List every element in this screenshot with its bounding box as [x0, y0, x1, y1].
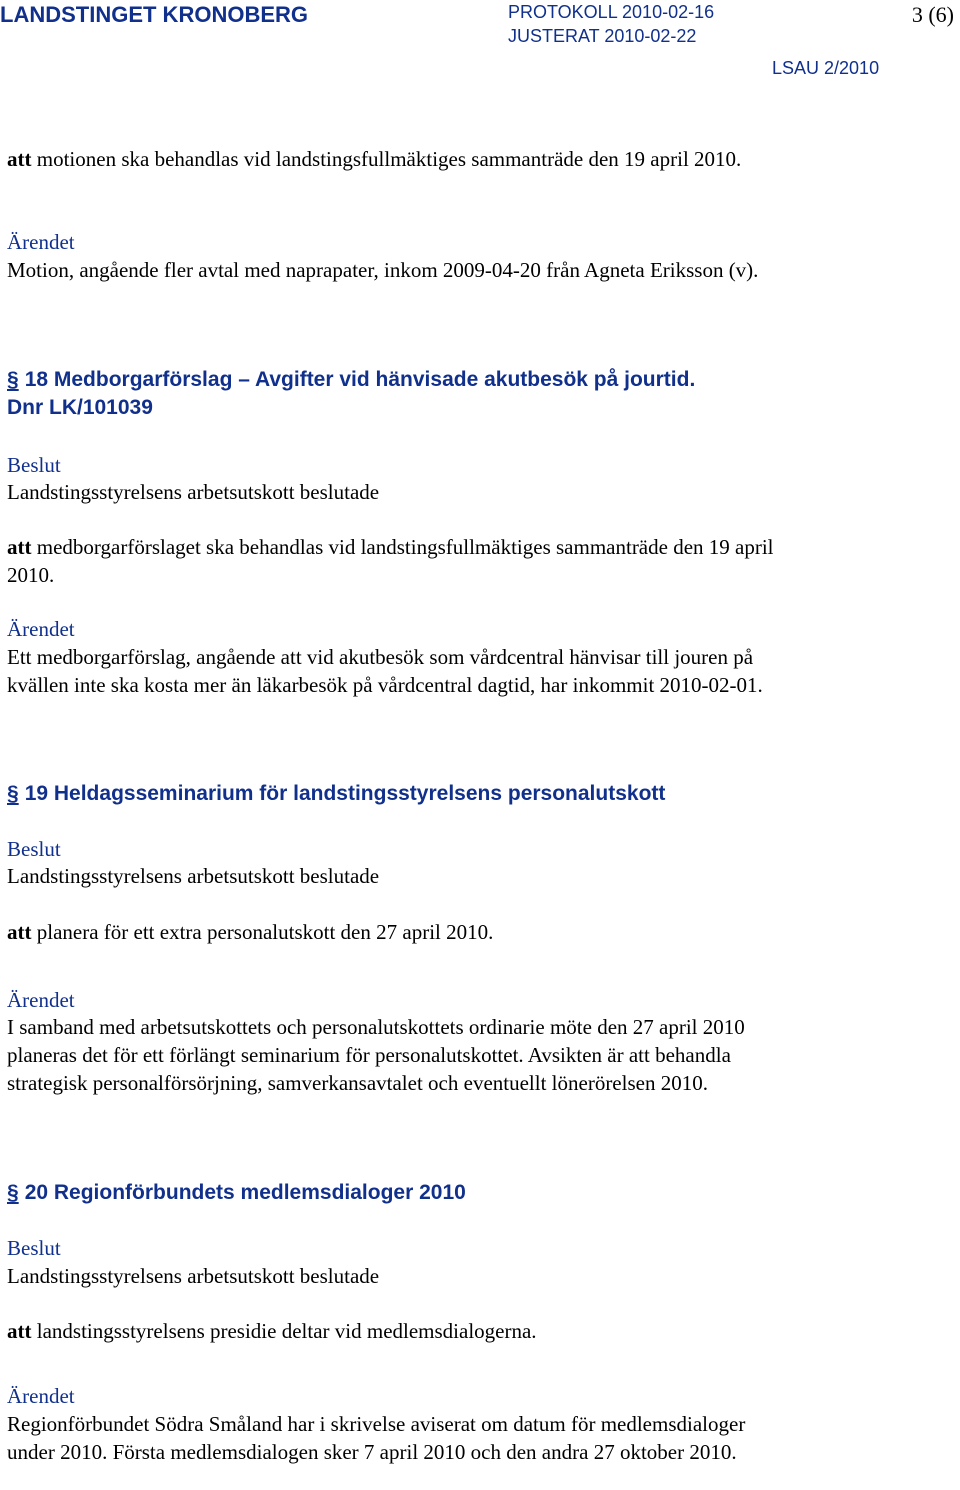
beslut-label: Beslut — [7, 837, 61, 861]
section-19-body: Landstingsstyrelsens arbetsutskott beslutade — [7, 864, 380, 888]
justerat-date: JUSTERAT 2010-02-22 — [508, 26, 697, 46]
att-keyword: att — [7, 535, 32, 559]
att-keyword: att — [7, 1319, 32, 1343]
section-19-heading — [7, 780, 952, 808]
section-19-arendet-text: I samband med arbetsutskottets och personalutskottets ordinarie möte den 27 april 2010 planeras det för ett förlängt seminarium för personalutskottet. Avsikten är att behandla strategisk personalförsörjning, samverkansavtalet och eventuellt lönerörelsen 2010. — [7, 1015, 745, 1095]
intro-arendet-text: Motion, angående fler avtal med naprapater, inkom 2009-04-20 från Agneta Eriksson (v). — [7, 258, 759, 282]
section-mark: § — [7, 782, 19, 805]
arendet-label: Ärendet — [7, 230, 75, 254]
section-20-title: 20 Regionförbundets medlemsdialoger 2010 — [24, 1181, 466, 1204]
section-19-decision-text: planera för ett extra personalutskott den 27 april 2010. — [36, 920, 494, 944]
beslut-label: Beslut — [7, 453, 61, 477]
page-number: 3 (6) — [911, 2, 954, 27]
section-18-title: 18 Medborgarförslag – Avgifter vid hänvisade akutbesök på jourtid. Dnr LK/101039 — [7, 368, 696, 419]
section-20-decision — [7, 1317, 952, 1345]
organization-name: LANDSTINGET KRONOBERG — [0, 2, 308, 27]
intro-decision-text: motionen ska behandlas vid landstingsfullmäktiges sammanträde den 19 april 2010. — [36, 147, 742, 171]
att-keyword: att — [7, 920, 32, 944]
section-mark: § — [7, 1181, 19, 1204]
section-20-heading — [7, 1179, 952, 1207]
section-20-body: Landstingsstyrelsens arbetsutskott beslutade — [7, 1264, 380, 1288]
arendet-label: Ärendet — [7, 1384, 75, 1408]
beslut-label: Beslut — [7, 1236, 61, 1260]
arendet-label: Ärendet — [7, 988, 75, 1012]
section-18-body: Landstingsstyrelsens arbetsutskott beslutade — [7, 480, 380, 504]
intro-decision — [7, 145, 952, 173]
section-19-title: 19 Heldagsseminarium för landstingsstyrelsens personalutskott — [24, 782, 666, 805]
document-reference: LSAU 2/2010 — [772, 58, 880, 78]
section-20-decision-text: landstingsstyrelsens presidie deltar vid medlemsdialogerna. — [36, 1319, 537, 1343]
section-mark: § — [7, 368, 19, 391]
section-18-heading — [7, 366, 727, 422]
arendet-label: Ärendet — [7, 617, 75, 641]
section-18-decision — [7, 533, 807, 589]
protocol-date: PROTOKOLL 2010-02-16 — [508, 2, 715, 22]
section-19-decision — [7, 918, 952, 946]
section-20-arendet-text: Regionförbundet Södra Småland har i skrivelse aviserat om datum för medlemsdialoger under 2010. Första medlemsdialogen sker 7 april 2010 och den andra 27 oktober 2010. — [7, 1412, 746, 1464]
section-18-decision-text: medborgarförslaget ska behandlas vid landstingsfullmäktiges sammanträde den 19 april 2010. — [7, 535, 774, 587]
att-keyword: att — [7, 147, 32, 171]
page-header — [0, 0, 960, 90]
section-18-arendet-text: Ett medborgarförslag, angående att vid akutbesök som vårdcentral hänvisar till jouren på kvällen inte ska kosta mer än läkarbesök på vårdcentral dagtid, har inkommit 2010-02-01. — [7, 645, 763, 697]
